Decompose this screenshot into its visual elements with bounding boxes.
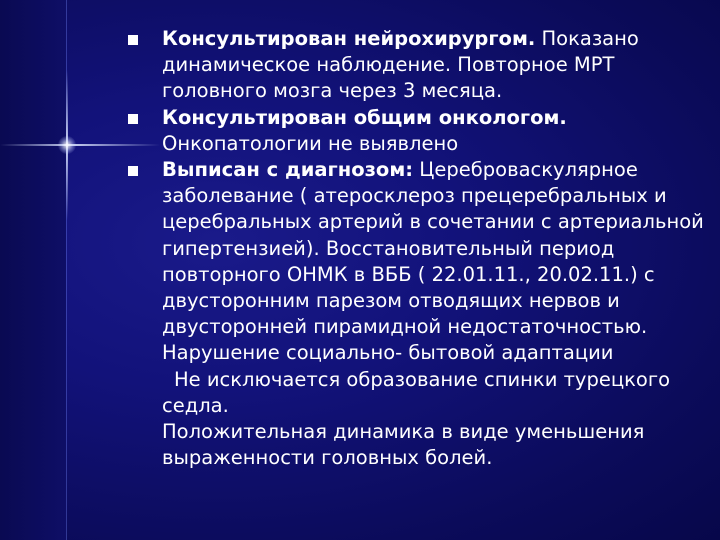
extra-text-line: Не исключается образование спинки турецкого седла. bbox=[162, 367, 671, 417]
item-bold-lead: Выписан с диагнозом: bbox=[162, 158, 414, 182]
list-item bbox=[128, 105, 708, 157]
list-item bbox=[128, 26, 708, 105]
square-bullet-icon bbox=[128, 166, 138, 176]
item-text: Онкопатологии не выявлено bbox=[162, 131, 459, 155]
square-bullet-icon bbox=[128, 35, 138, 45]
item-bold-lead: Консультирован нейрохирургом. bbox=[162, 27, 536, 50]
sparkle-glow bbox=[58, 136, 76, 154]
square-bullet-icon bbox=[128, 114, 138, 124]
left-band bbox=[0, 0, 66, 540]
slide-content bbox=[128, 26, 708, 471]
item-bold-lead: Консультирован общим онкологом. bbox=[162, 105, 567, 129]
item-text: Цереброваскулярное заболевание ( атеросклероз прецеребральных и церебральных артерий в сочетании с артериальной гипертензией). Восстановительный период повторного ОНМК в ВББ ( 22.01.11., 20.02.11.) с двусторонним парезом отводящих нервов и двусторонней пирамидной недостаточностью. Нарушение социально- бытовой адаптации bbox=[162, 158, 704, 365]
item-text: Показано динамическое наблюдение. Повторное МРТ головного мозга через 3 месяца. bbox=[162, 27, 639, 103]
extra-text-line: Положительная динамика в виде уменьшения выраженности головных болей. bbox=[162, 420, 645, 470]
list-item bbox=[128, 157, 708, 367]
